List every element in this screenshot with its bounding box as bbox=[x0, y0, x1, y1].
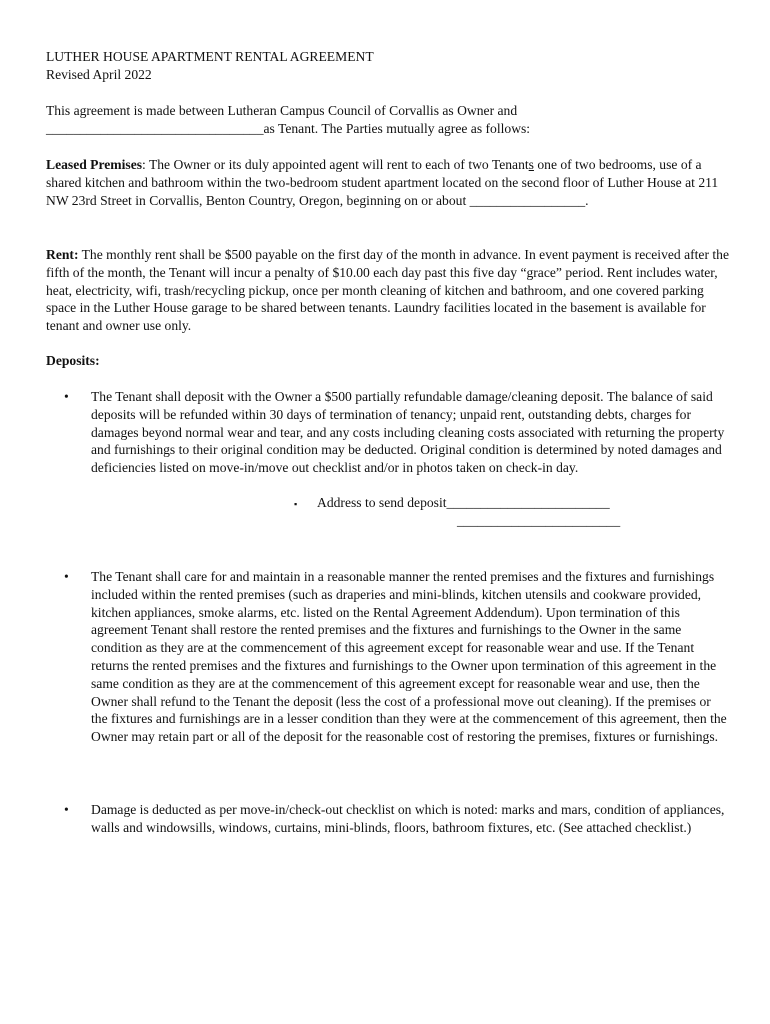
intro-paragraph bbox=[46, 102, 730, 138]
rent-text: The monthly rent shall be $500 payable on the first day of the month in advance. In event payment is received after the fifth of the month, the Tenant will incur a penalty of $10.00 each day past this five day “grace” period. Rent includes water, heat, electricity, wifi, trash/recycling pickup, once per month cleaning of kitchen and bathroom, and one covered parking space in the Luther House garage to be shared between tenants. Laundry facilities located in the basement is available for tenant and owner use only. bbox=[46, 247, 729, 334]
document-title: LUTHER HOUSE APARTMENT RENTAL AGREEMENT bbox=[46, 49, 374, 64]
document-header bbox=[46, 48, 730, 84]
leased-premises-text-b: one of two bedrooms, use of a shared kitchen and bathroom within the two-bedroom student apartment located on the second floor of Luther House at 211 NW 23rd Street in Corvallis, Benton Country, Oregon, beginning on or about _________________. bbox=[46, 157, 719, 208]
revision-date: Revised April 2022 bbox=[46, 66, 152, 82]
leased-premises-label: Leased Premises bbox=[46, 157, 143, 172]
rent-paragraph bbox=[46, 246, 730, 335]
deposit-bullet-1 bbox=[64, 388, 728, 477]
deposit-bullet-3-text: Damage is deducted as per move-in/check-out checklist on which is noted: marks and mars, condition of appliances, walls and windowsills, windows, curtains, mini-blinds, floors, bathroom fixtures, etc. (See attached checklist.) bbox=[91, 802, 725, 835]
deposit-address-line-2: ________________________ bbox=[457, 513, 621, 528]
square-bullet-icon: ▪ bbox=[294, 499, 298, 509]
bullet-icon: • bbox=[64, 389, 69, 404]
deposit-bullet-2-text: The Tenant shall care for and maintain in a reasonable manner the rented premises and the fixtures and furnishings included within the rented premises (such as draperies and mini-blinds, kitchen utensils and cookware provided, kitchen appliances, smoke alarms, etc. listed on the Rental Agreement Addendum). Upon termination of this agreement Tenant shall restore the rented premises and the fixtures and furnishings to the Owner in the same condition as they are at the commencement of this agreement except for reasonable wear and use. If the Tenant returns the rented premises and the fixtures and furnishings to the Owner upon termination of this agreement in the same condition as they are at the commencement of this agreement except for reasonable wear and use, then the Owner shall refund to the Tenant the deposit (less the cost of a professional move out cleaning). If the premises or the fixtures and furnishings are in a lesser condition than they were at the commencement of this agreement, then the Owner may retain part or all of the deposit for the reasonable cost of restoring the premises, fixtures or furnishings. bbox=[91, 569, 727, 745]
leased-premises-paragraph bbox=[46, 156, 730, 209]
deposit-bullet-1-text: The Tenant shall deposit with the Owner a $500 partially refundable damage/cleaning deposit. The balance of said deposits will be refunded within 30 days of termination of tenancy; unpaid rent, outstanding debts, charges for damages beyond normal wear and tear, and any costs including cleaning costs associated with returning the property and furnishings to their original condition may be deducted. Original condition is determined by noted damages and deficiencies listed on move-in/move out checklist and/or in photos taken on check-in day. bbox=[91, 389, 725, 476]
bullet-icon: • bbox=[64, 569, 69, 584]
bullet-icon: • bbox=[64, 802, 69, 817]
deposit-bullet-3 bbox=[64, 801, 728, 837]
intro-line-2: ________________________________as Tenant. The Parties mutually agree as follows: bbox=[46, 120, 531, 136]
rent-label: Rent: bbox=[46, 247, 79, 262]
intro-line-1: This agreement is made between Lutheran Campus Council of Corvallis as Owner and bbox=[46, 103, 518, 118]
leased-premises-text-a: : The Owner or its duly appointed agent will rent to each of two Tenant bbox=[142, 157, 529, 172]
deposits-heading: Deposits: bbox=[46, 353, 100, 368]
deposit-address-line-1: Address to send deposit________________________ bbox=[317, 495, 610, 510]
deposit-bullet-2 bbox=[64, 568, 728, 746]
leased-premises-underlined-s: s bbox=[528, 157, 534, 172]
